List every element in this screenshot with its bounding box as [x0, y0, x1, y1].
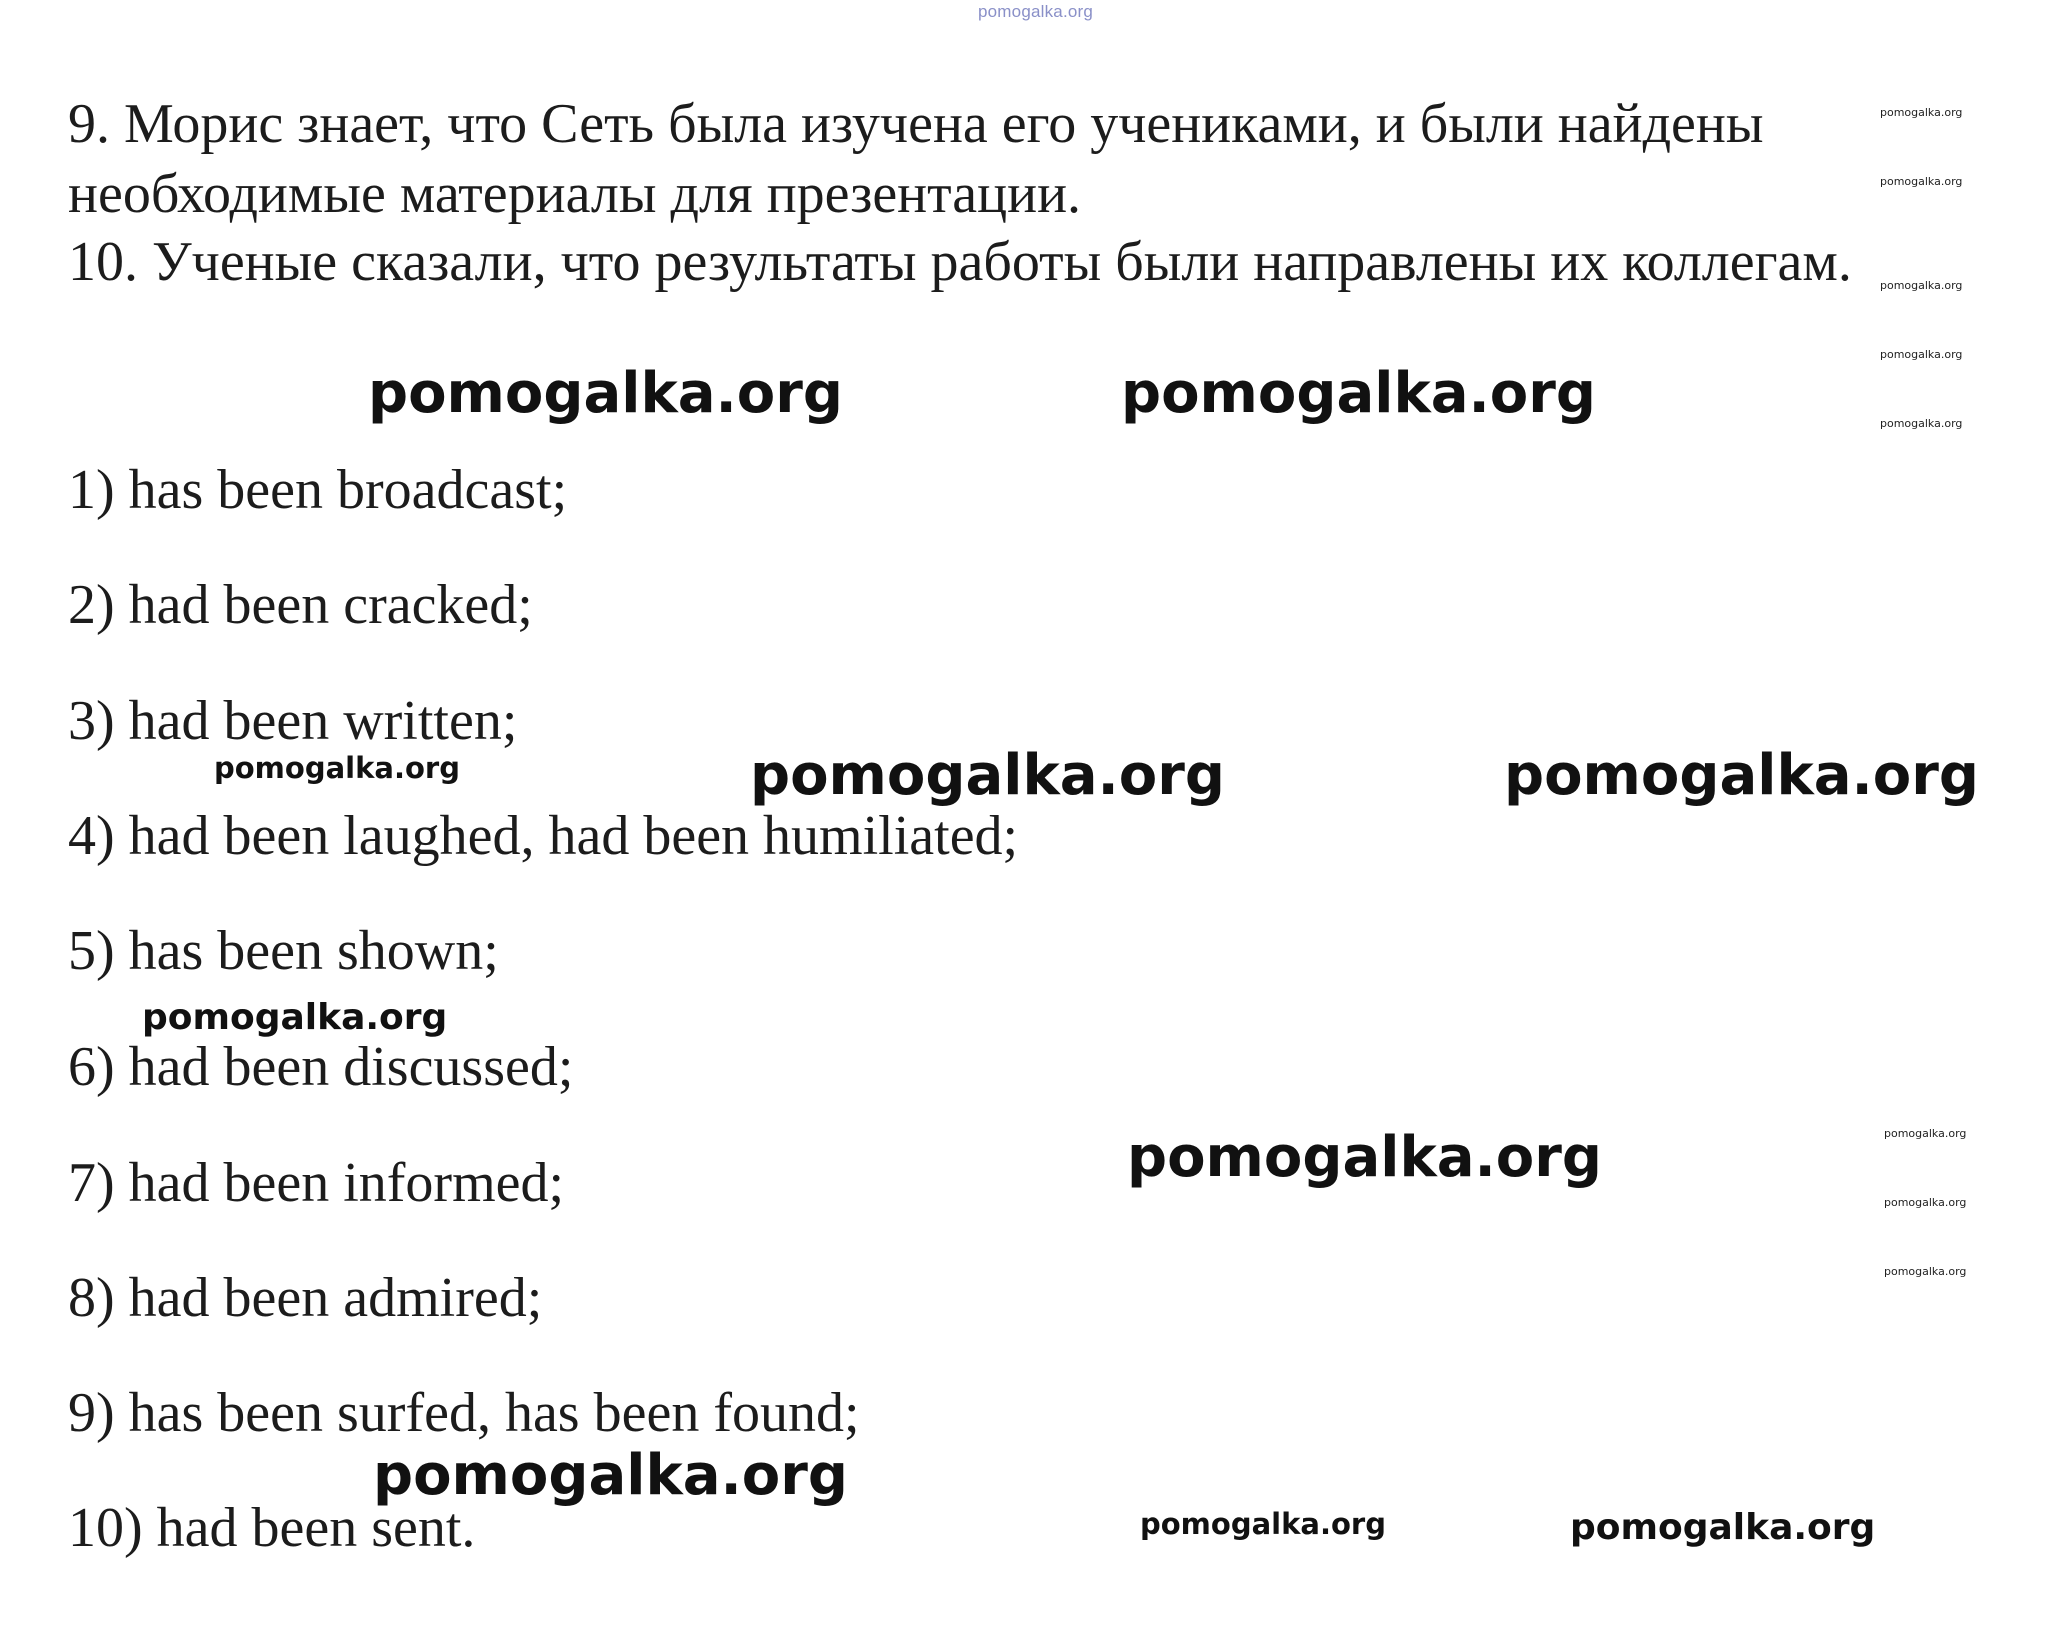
watermark-small: pomogalka.org	[214, 751, 460, 785]
answer-item-8: 8) had been admired;	[68, 1267, 543, 1329]
watermark-tiny: pomogalka.org	[1884, 1265, 1967, 1278]
answer-item-6: 6) had been discussed;	[68, 1036, 574, 1098]
answer-item-4: 4) had been laughed, had been humiliated;	[68, 805, 1019, 867]
watermark-tiny: pomogalka.org	[1884, 1196, 1967, 1209]
watermark-large: pomogalka.org	[373, 1443, 848, 1508]
answer-item-1: 1) has been broadcast;	[68, 459, 568, 521]
header-watermark: pomogalka.org	[978, 2, 1094, 21]
watermark-tiny: pomogalka.org	[1880, 175, 1963, 188]
answer-item-7: 7) had been informed;	[68, 1152, 565, 1214]
watermark-tiny: pomogalka.org	[1880, 417, 1963, 430]
answer-item-10: 10) had been sent.	[68, 1497, 476, 1559]
russian-line-3: 10. Ученые сказали, что результаты работы были направлены их коллегам.	[68, 231, 1852, 293]
answer-item-5: 5) has been shown;	[68, 920, 499, 982]
russian-line-1: 9. Морис знает, что Сеть была изучена его учениками, и были найдены	[68, 93, 1764, 155]
watermark-tiny: pomogalka.org	[1880, 106, 1963, 119]
watermark-tiny: pomogalka.org	[1880, 279, 1963, 292]
answer-item-3: 3) had been written;	[68, 690, 518, 752]
watermark-large: pomogalka.org	[1121, 361, 1596, 426]
watermark-large: pomogalka.org	[1127, 1125, 1602, 1190]
watermark-large: pomogalka.org	[368, 361, 843, 426]
watermark-tiny: pomogalka.org	[1884, 1127, 1967, 1140]
answer-item-2: 2) had been cracked;	[68, 574, 533, 636]
watermark-large: pomogalka.org	[750, 743, 1225, 808]
watermark-large: pomogalka.org	[1504, 743, 1979, 808]
watermark-medium: pomogalka.org	[1570, 1507, 1876, 1548]
watermark-tiny: pomogalka.org	[1880, 348, 1963, 361]
watermark-small: pomogalka.org	[1140, 1507, 1386, 1541]
russian-line-2: необходимые материалы для презентации.	[68, 163, 1082, 225]
answer-item-9: 9) has been surfed, has been found;	[68, 1382, 860, 1444]
watermark-medium: pomogalka.org	[142, 997, 448, 1038]
